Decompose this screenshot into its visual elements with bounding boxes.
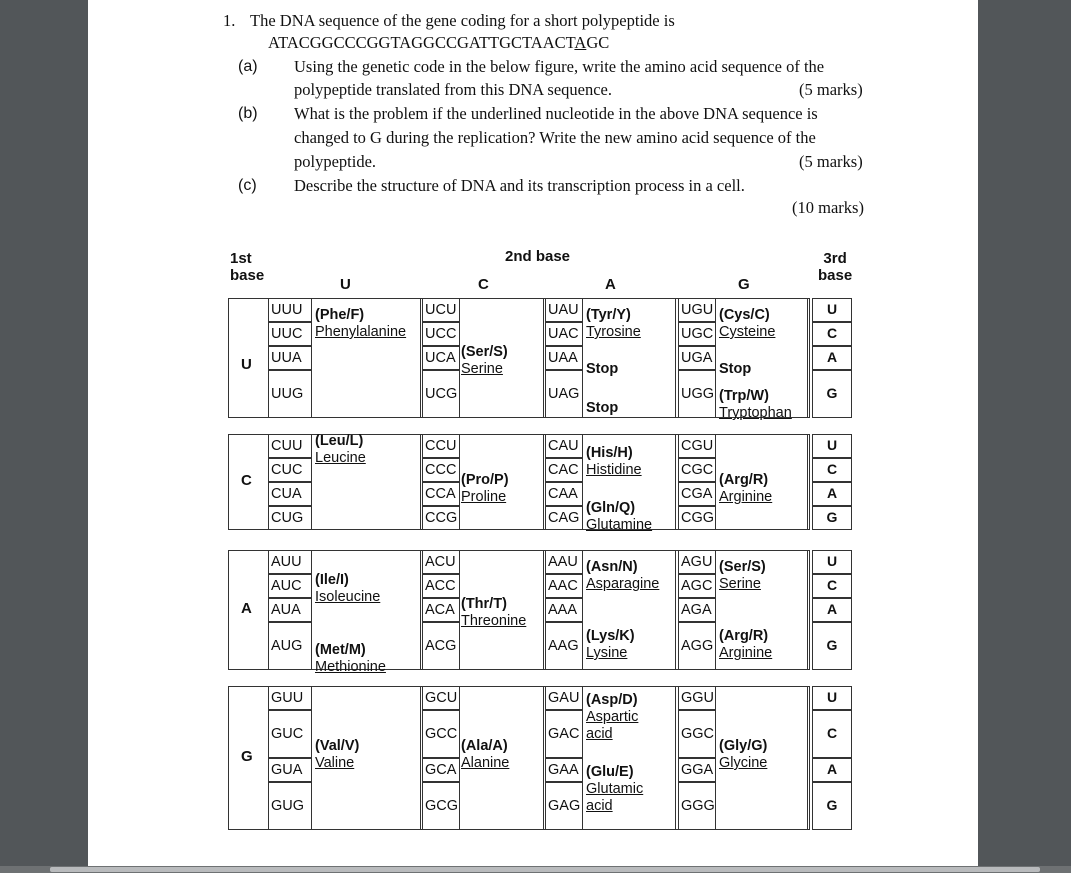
codon-cell: GCC: [422, 710, 460, 758]
codon-cell: CCG: [422, 506, 460, 530]
third-base-cell: C: [812, 710, 852, 758]
codon-cell: CUU: [268, 434, 312, 458]
horizontal-scrollbar[interactable]: [0, 866, 1071, 873]
codon-cell: CAU: [545, 434, 583, 458]
amino-acid-ile: (Ile/I) Isoleucine: [315, 572, 381, 605]
amino-acid-gly: (Gly/G) Glycine: [719, 738, 768, 771]
amino-acid-his: (His/H) Histidine: [586, 445, 642, 478]
codon-cell: UCU: [422, 298, 460, 322]
third-base-cell: G: [812, 782, 852, 830]
third-base-cell: A: [812, 758, 852, 782]
codon-cell: AGG: [678, 622, 716, 670]
amino-acid-stop3: Stop: [719, 361, 752, 377]
amino-acid-trp: (Trp/W) Tryptophan: [719, 388, 792, 421]
codon-cell: CUG: [268, 506, 312, 530]
amino-acid-glu: (Glu/E) Glutamic acid: [586, 764, 644, 814]
amino-acid-thr: (Thr/T) Threonine: [461, 596, 527, 629]
codon-cell: CGU: [678, 434, 716, 458]
amino-acid-ser: (Ser/S) Serine: [461, 344, 508, 377]
first-base-header: 1st base: [230, 250, 265, 284]
codon-cell: GGU: [678, 686, 716, 710]
codon-cell: AUG: [268, 622, 312, 670]
part-b-marks: (5 marks): [799, 152, 863, 171]
third-base-cell: C: [812, 574, 852, 598]
codon-cell: UGU: [678, 298, 716, 322]
codon-cell: UAA: [545, 346, 583, 370]
third-base-cell: A: [812, 346, 852, 370]
third-base-cell: G: [812, 622, 852, 670]
codon-cell: UGA: [678, 346, 716, 370]
second-base-G: G: [738, 276, 750, 293]
second-base-C: C: [478, 276, 489, 293]
question-intro: The DNA sequence of the gene coding for a short polypeptide is: [250, 11, 675, 30]
third-base-cell: U: [812, 686, 852, 710]
codon-cell: AAC: [545, 574, 583, 598]
codon-cell: AAG: [545, 622, 583, 670]
underlined-nucleotide: A: [574, 33, 587, 52]
codon-cell: GGA: [678, 758, 716, 782]
genetic-code-table: [228, 246, 853, 836]
codon-cell: AAA: [545, 598, 583, 622]
codon-cell: GGC: [678, 710, 716, 758]
part-a-label: (a): [238, 58, 258, 75]
second-base-U: U: [340, 276, 351, 293]
codon-cell: CGC: [678, 458, 716, 482]
codon-cell: CCU: [422, 434, 460, 458]
codon-cell: UAG: [545, 370, 583, 418]
third-base-cell: G: [812, 506, 852, 530]
third-base-cell: U: [812, 434, 852, 458]
dna-sequence: ATACGGCCCGGTAGGCCGATTGCTAACTAGC: [268, 33, 610, 52]
codon-cell: AGC: [678, 574, 716, 598]
codon-cell: UUG: [268, 370, 312, 418]
first-base-A: A: [241, 600, 252, 617]
codon-cell: CAG: [545, 506, 583, 530]
first-base-C: C: [241, 472, 252, 489]
amino-acid-ser2: (Ser/S) Serine: [719, 559, 766, 592]
codon-cell: CAC: [545, 458, 583, 482]
codon-cell: CUC: [268, 458, 312, 482]
codon-cell: UUU: [268, 298, 312, 322]
second-base-A: A: [605, 276, 616, 293]
codon-cell: CGG: [678, 506, 716, 530]
amino-acid-lys: (Lys/K) Lysine: [586, 628, 635, 661]
part-c-label: (c): [238, 177, 257, 194]
codon-cell: GGG: [678, 782, 716, 830]
amino-acid-stop1: Stop: [586, 361, 619, 377]
amino-acid-asp: (Asp/D) Aspartic acid: [586, 692, 639, 742]
amino-acid-leu: (Leu/L) Leucine: [315, 433, 366, 466]
codon-cell: GUA: [268, 758, 312, 782]
amino-acid-met: (Met/M) Methionine: [315, 642, 386, 675]
codon-cell: CGA: [678, 482, 716, 506]
codon-cell: AUA: [268, 598, 312, 622]
amino-acid-val: (Val/V) Valine: [315, 738, 360, 771]
codon-cell: AGA: [678, 598, 716, 622]
question-number: 1.: [223, 11, 236, 30]
amino-acid-cys: (Cys/C) Cysteine: [719, 307, 776, 340]
codon-cell: CAA: [545, 482, 583, 506]
part-a-line-2: polypeptide translated from this DNA sequence.: [294, 80, 613, 99]
amino-acid-ala: (Ala/A) Alanine: [461, 738, 510, 771]
codon-cell: UAC: [545, 322, 583, 346]
codon-cell: UUA: [268, 346, 312, 370]
codon-cell: GAA: [545, 758, 583, 782]
codon-cell: AAU: [545, 550, 583, 574]
amino-acid-asn: (Asn/N) Asparagine: [586, 559, 660, 592]
codon-cell: CCC: [422, 458, 460, 482]
third-base-header: 3rd base: [818, 250, 853, 284]
second-base-header: 2nd base: [505, 248, 571, 265]
part-c-marks: (10 marks): [792, 198, 864, 217]
codon-cell: GAG: [545, 782, 583, 830]
codon-cell: CCA: [422, 482, 460, 506]
third-base-cell: U: [812, 550, 852, 574]
amino-acid-arg2: (Arg/R) Arginine: [719, 628, 773, 661]
codon-cell: GUG: [268, 782, 312, 830]
codon-cell: UGG: [678, 370, 716, 418]
codon-cell: ACU: [422, 550, 460, 574]
third-base-cell: C: [812, 322, 852, 346]
amino-acid-stop2: Stop: [586, 400, 619, 416]
codon-cell: UCG: [422, 370, 460, 418]
part-b-line-1: What is the problem if the underlined nucleotide in the above DNA sequence is: [294, 104, 818, 123]
part-b-label: (b): [238, 105, 258, 122]
codon-cell: GAC: [545, 710, 583, 758]
codon-cell: UCC: [422, 322, 460, 346]
third-base-cell: G: [812, 370, 852, 418]
first-base-U: U: [241, 356, 252, 373]
amino-acid-pro: (Pro/P) Proline: [461, 472, 509, 505]
scrollbar-thumb[interactable]: [50, 867, 1040, 872]
third-base-cell: A: [812, 598, 852, 622]
codon-cell: GUU: [268, 686, 312, 710]
codon-cell: ACA: [422, 598, 460, 622]
part-a-marks: (5 marks): [799, 80, 863, 99]
codon-cell: UAU: [545, 298, 583, 322]
codon-cell: UUC: [268, 322, 312, 346]
codon-cell: GCA: [422, 758, 460, 782]
part-b-line-2: changed to G during the replication? Write the new amino acid sequence of the: [294, 128, 816, 147]
codon-cell: GUC: [268, 710, 312, 758]
amino-acid-tyr: (Tyr/Y) Tyrosine: [586, 307, 641, 340]
codon-cell: GAU: [545, 686, 583, 710]
third-base-cell: A: [812, 482, 852, 506]
codon-cell: GCU: [422, 686, 460, 710]
codon-cell: UCA: [422, 346, 460, 370]
codon-cell: GCG: [422, 782, 460, 830]
codon-cell: AUC: [268, 574, 312, 598]
codon-cell: ACC: [422, 574, 460, 598]
codon-cell: AGU: [678, 550, 716, 574]
part-b-line-3: polypeptide.: [294, 152, 377, 171]
first-base-G: G: [241, 748, 253, 765]
codon-cell: CUA: [268, 482, 312, 506]
amino-acid-phe: (Phe/F) Phenylalanine: [315, 307, 407, 340]
third-base-cell: C: [812, 458, 852, 482]
amino-acid-gln: (Gln/Q) Glutamine: [586, 500, 653, 533]
codon-cell: UGC: [678, 322, 716, 346]
third-base-cell: U: [812, 298, 852, 322]
amino-acid-arg: (Arg/R) Arginine: [719, 472, 773, 505]
part-c-line-1: Describe the structure of DNA and its transcription process in a cell.: [294, 176, 745, 195]
part-a-line-1: Using the genetic code in the below figure, write the amino acid sequence of the: [294, 57, 825, 76]
codon-cell: ACG: [422, 622, 460, 670]
codon-cell: AUU: [268, 550, 312, 574]
